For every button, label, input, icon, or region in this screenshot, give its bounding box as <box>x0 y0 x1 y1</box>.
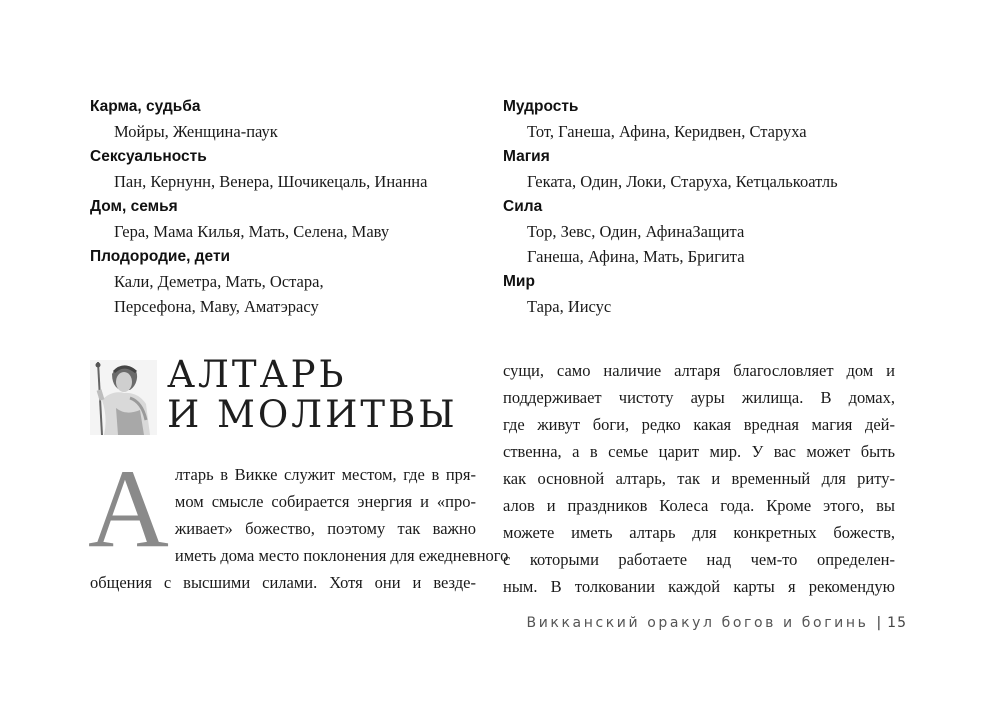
text-line: как основной алтарь, так и временный для риту- <box>503 469 895 488</box>
category-heading: Мир <box>503 273 535 290</box>
category-heading: Магия <box>503 148 550 165</box>
page-footer <box>527 615 908 631</box>
category-items: Геката, Один, Локи, Старуха, Кетцалькоатль <box>527 172 838 191</box>
right-category-list <box>503 94 923 319</box>
drop-cap: А <box>88 447 169 571</box>
body-column-right <box>503 357 895 600</box>
text-line: ственна, а в семье царит мир. У вас может быть <box>503 442 895 461</box>
category <box>90 94 490 144</box>
category <box>90 244 490 319</box>
text-line: алов и праздников Колеса года. Кроме этого, вы <box>503 496 895 515</box>
text-line: иметь дома место поклонения для ежедневного <box>174 546 509 565</box>
category <box>90 194 490 244</box>
text-line: поддерживает чистоту ауры жилища. В домах, <box>503 388 895 407</box>
text-line: где живут боги, редко какая вредная магия дей- <box>503 415 895 434</box>
footer-separator: | <box>876 615 882 631</box>
section-title-line: АЛТАРЬ <box>167 353 347 396</box>
category-items: Кали, Деметра, Мать, Остара, <box>114 272 324 291</box>
category-items: Тот, Ганеша, Афина, Керидвен, Старуха <box>527 122 807 141</box>
category-heading: Карма, судьба <box>90 98 201 115</box>
category-items: Тара, Иисус <box>527 297 612 316</box>
text-line: живает» божество, поэтому так важно <box>174 519 476 538</box>
category-items: Гера, Мама Килья, Мать, Селена, Маву <box>114 222 390 241</box>
body-column-left <box>88 447 509 596</box>
text-line: сущи, само наличие алтаря благословляет дом и <box>503 361 895 380</box>
category-items: Пан, Кернунн, Венера, Шочикецаль, Инанна <box>114 172 428 191</box>
section-title <box>167 355 458 435</box>
text-line: можете иметь алтарь для конкретных божеств, <box>503 523 895 542</box>
category <box>503 94 923 144</box>
category-heading: Сила <box>503 198 543 215</box>
category-heading: Дом, семья <box>90 198 178 215</box>
category-items: Мойры, Женщина-паук <box>114 122 278 141</box>
category-items: Ганеша, Афина, Мать, Бригита <box>527 247 745 266</box>
category-heading: Мудрость <box>503 98 579 115</box>
text-line: мом смысле собирается энергия и «про- <box>174 492 476 511</box>
category-items: Тор, Зевс, Один, АфинаЗащита <box>527 222 745 241</box>
statue-illustration <box>90 360 157 435</box>
category-heading: Сексуальность <box>90 148 207 165</box>
category <box>503 194 923 269</box>
category <box>90 144 490 194</box>
text-line: лтарь в Викке служит местом, где в пря- <box>174 465 476 484</box>
left-category-list <box>90 94 490 319</box>
category <box>503 144 923 194</box>
text-line: с которыми работаете над чем-то определен- <box>503 550 895 569</box>
category-heading: Плодородие, дети <box>90 248 231 265</box>
category-items: Персефона, Маву, Аматэрасу <box>114 297 319 316</box>
section-title-line: И МОЛИТВЫ <box>167 393 458 436</box>
text-line: ным. В толковании каждой карты я рекомендую <box>503 577 895 596</box>
page-number: 15 <box>887 615 907 631</box>
book-title: Викканский оракул богов и богинь <box>526 615 869 631</box>
category <box>503 269 923 319</box>
text-line: общения с высшими силами. Хотя они и везде- <box>90 573 476 592</box>
